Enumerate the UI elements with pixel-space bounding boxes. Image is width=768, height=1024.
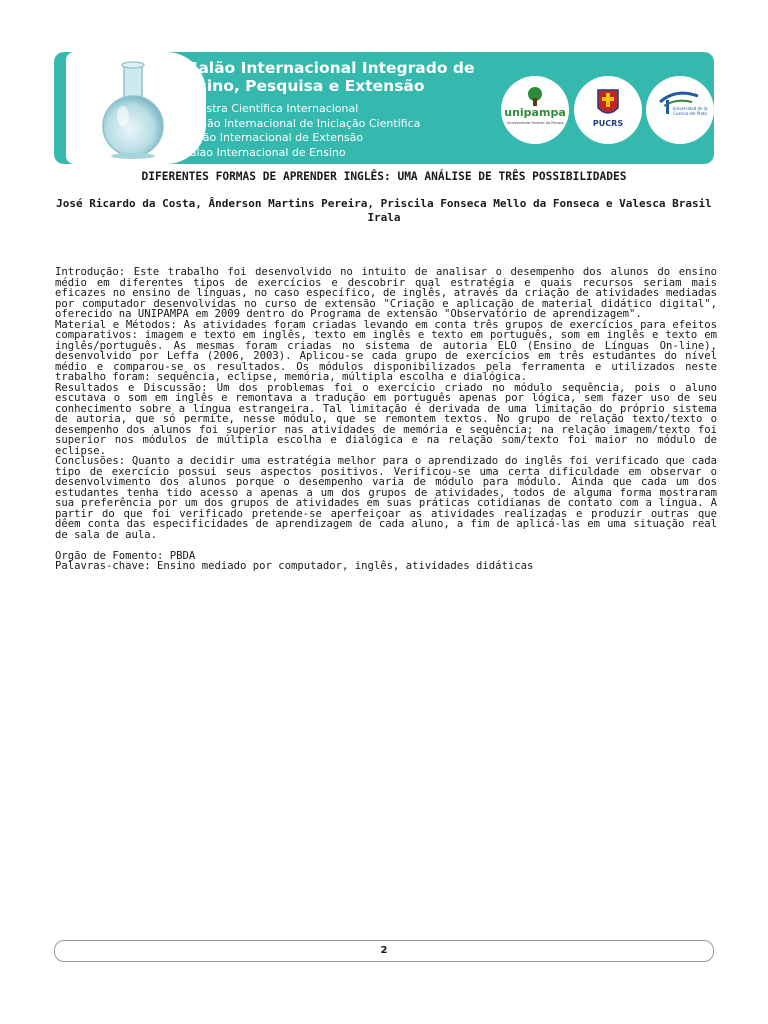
page-footer: [54, 940, 714, 962]
keywords: Palavras-chave: Ensino mediado por computador, inglês, atividades didáticas: [55, 560, 534, 572]
banner-subtitles: [176, 102, 420, 160]
paper-title: DIFERENTES FORMAS DE APRENDER INGLÊS: UMA ANÁLISE DE TRÊS POSSIBILIDADES: [141, 170, 627, 183]
abstract-body: [55, 267, 717, 572]
banner-line: IX Salão Internacional de Iniciação Científica: [176, 116, 421, 130]
ucp-logo: [646, 76, 714, 144]
banner-line: II Salão Internacional de Extensão: [176, 131, 364, 144]
paper-authors: José Ricardo da Costa, Ânderson Martins Pereira, Priscila Fonseca Mello da Fonseca e Valesca Brasil Irala: [56, 197, 712, 224]
section-material-metodos: Material e Métodos: As atividades foram criadas levando em conta três grupos de exercícios para efeitos comparativos: imagem e texto em inglês, texto em inglês e texto em português, som em inglês e texto em inglês/português. As mesmas foram criadas no sistema de autoria ELO (Ensino de Línguas On-line), desenvolvido por Leffa (2006, 2003). Aplicou-se cada grupo de exercícios em três estudantes do nível médio e comparou-se os resultados. Os módulos disponibilizados pela ferramenta e utilizados neste trabalho foram: sequência, eclipse, memória, múltipla escolha e dialógica.: [55, 318, 717, 383]
unipampa-logo: [501, 76, 569, 144]
funding-agency: Orgão de Fomento: PBDA: [55, 549, 196, 562]
section-conclusoes: Conclusões: Quanto a decidir uma estratégia melhor para o aprendizado do inglês foi verificado que cada tipo de exercício possui seus aspectos positivos. Verificou-se uma certa dificuldade em observar o desenvolvimento dos alunos porque o desempenho varia de módulo para módulo. Ainda que cada um dos estudantes tenha tido acesso a apenas a um dos grupos de atividades, todos de alguma forma mostraram sua preferência por um dos grupos de atividades em suas práticas cotidianas de contato com a língua. A partir do que foi verificado pretende-se aperfeiçoar as atividades realizadas e produzir outras que dêem conta das especificidades de aprendizagem de cada aluno, a fim de aplicá-las em uma situação real de sala de aula.: [55, 455, 717, 541]
section-resultados-discussao: Resultados e Discussão: Um dos problemas foi o exercício criado no módulo sequência, pois o aluno escutava o som em inglês e remontava a tradução em português apenas por lógica, sem fazer uso de seu conhecimento sobre a língua estrangeira. Tal limitação é derivada de uma limitação do próprio sistema de autoria, que só permite, nesse módulo, que se remontem textos. No grupo de relação texto/texto o desempenho dos alunos foi superior nas atividades de memória e sequência; na relação imagem/texto foi superior nos módulos de múltipla escolha e dialógica e na relação som/texto foi maior no módulo de eclipse.: [55, 381, 717, 457]
svg-text:unipampa: unipampa: [504, 106, 566, 119]
spacer: [55, 540, 717, 551]
svg-text:Cuenca del Plata: Cuenca del Plata: [673, 111, 707, 116]
page-number: 2: [380, 945, 388, 956]
svg-text:Universidade Federal do Pampa: Universidade Federal do Pampa: [506, 121, 564, 125]
pucrs-logo: [574, 76, 642, 144]
flask-icon: [88, 60, 178, 160]
svg-text:PUCRS: PUCRS: [592, 119, 624, 128]
header-banner: [54, 52, 714, 164]
banner-line: I Salao Internacional de Ensino: [176, 145, 346, 159]
banner-line: IX Mostra Científica Internacional: [176, 102, 359, 115]
banner-title: I Salão Internacional Integrado de Ensino, Pesquisa e Extensão: [176, 59, 475, 95]
svg-text:Universidad de la: Universidad de la: [672, 106, 708, 111]
section-introducao: Introdução: Este trabalho foi desenvolvido no intuito de analisar o desempenho dos alunos do ensino médio em diferentes tipos de exercícios e descobrir qual estratégia e quais recursos seriam mais eficazes no ensino de línguas, no caso específico, de inglês, através da criação de atividades mediadas por computador desenvolvidas no curso de extensão "Criação e aplicação de material didático digital", oferecido na UNIPAMPA em 2009 dentro do Programa de extensão "Observatório de aprendizagem".: [55, 266, 717, 320]
